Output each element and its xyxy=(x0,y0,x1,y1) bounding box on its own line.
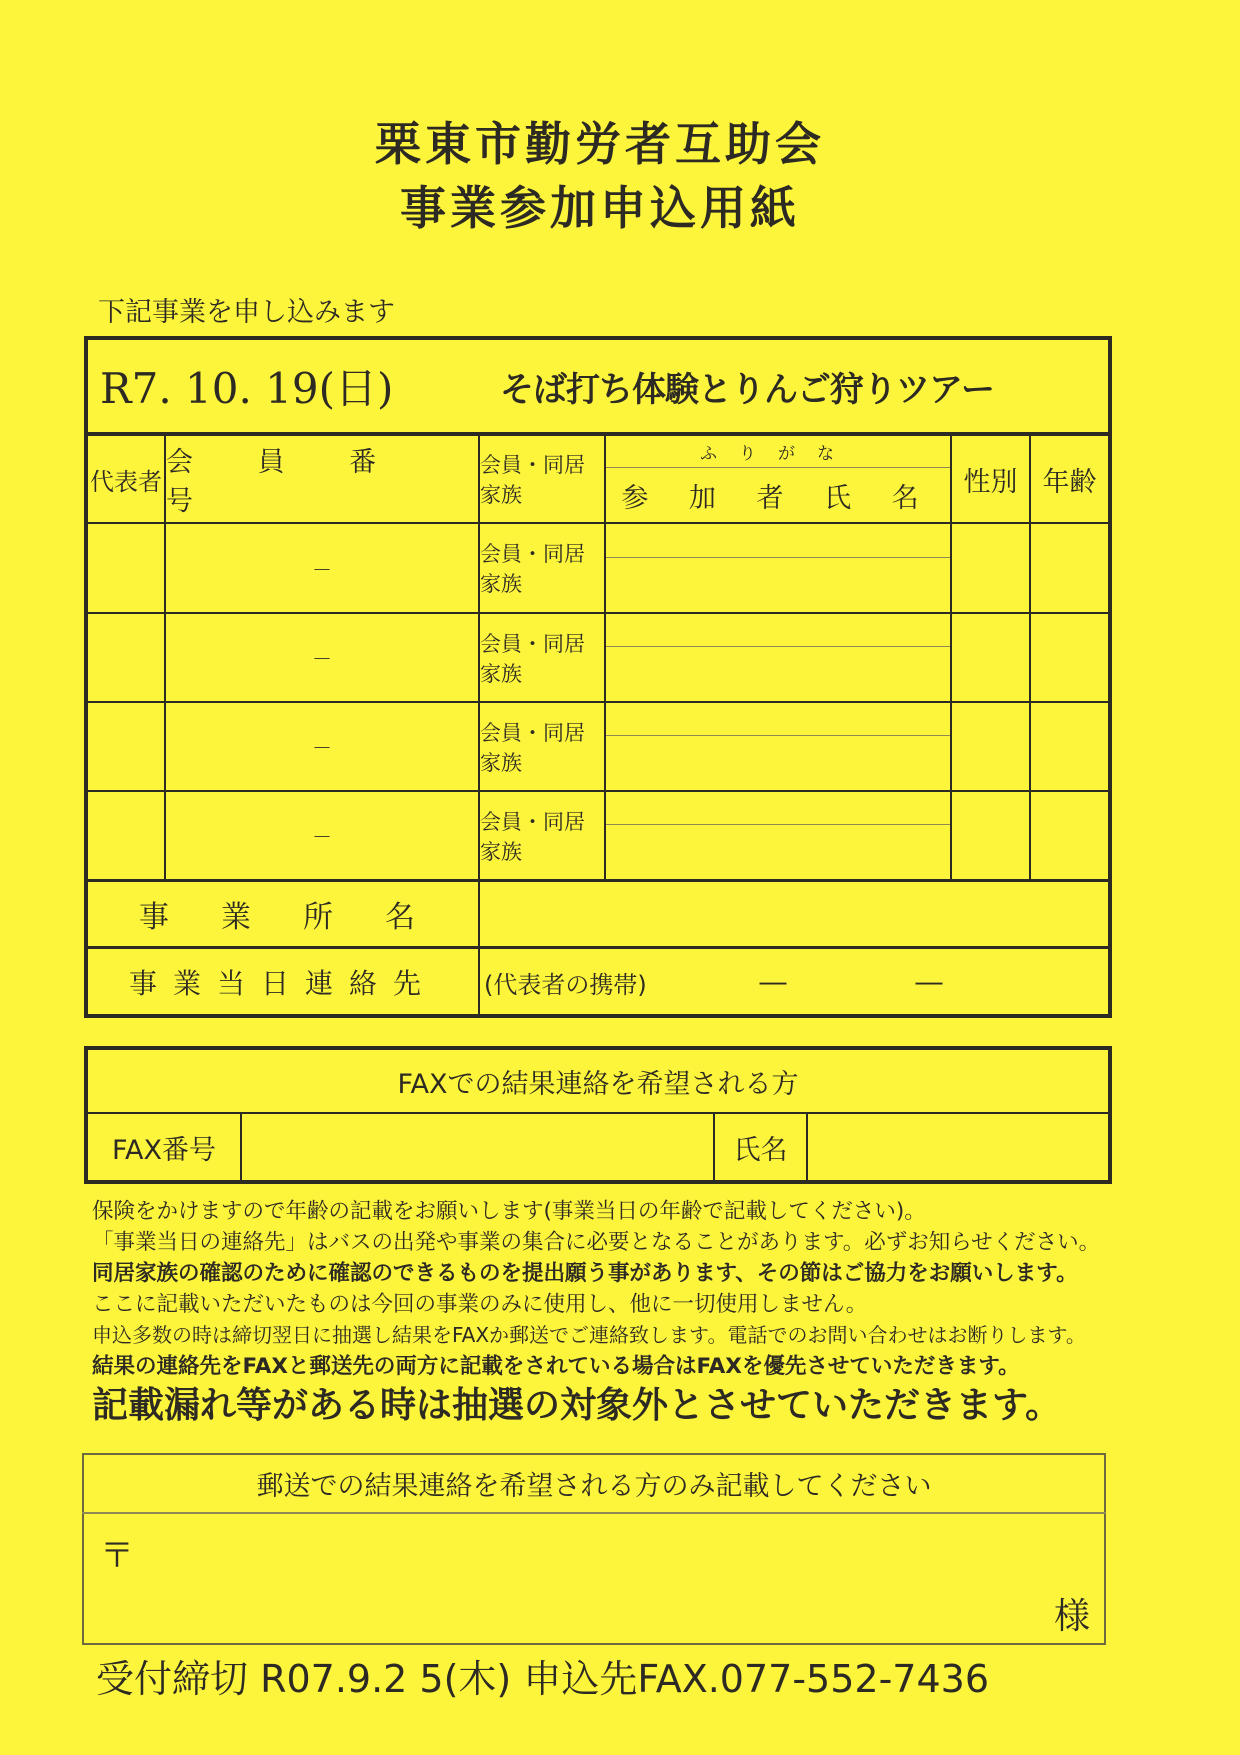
office-name-field[interactable] xyxy=(480,882,1108,946)
deadline-footer: 受付締切 R07.9.2 5(木) 申込先FAX.077-552-7436 xyxy=(96,1657,990,1701)
note-2: 「事業当日の連絡先」はバスの出発や事業の集合に必要となることがあります。必ずお知らせください。 xyxy=(92,1230,1101,1255)
office-name-label: 事業所名 xyxy=(139,900,467,935)
header-representative: 代表者 xyxy=(90,467,162,496)
row1-member-number-dash[interactable]: － xyxy=(312,557,332,582)
row4-member-number-dash[interactable]: － xyxy=(312,825,332,849)
event-name: そば打ち体験とりんご狩りツアー xyxy=(500,369,994,410)
fax-section-title: FAXでの結果連絡を希望される方 xyxy=(397,1068,799,1100)
row2-member-type[interactable]: 会員・同居家族 xyxy=(480,631,585,686)
fax-name-field[interactable] xyxy=(808,1114,1108,1180)
header-member-number: 会 員 番 号 xyxy=(166,447,405,517)
fax-name-label: 氏名 xyxy=(733,1134,788,1166)
note-4: ここに記載いただいたものは今回の事業のみに使用し、他に一切使用しません。 xyxy=(92,1292,868,1317)
contact-hint: (代表者の携帯) xyxy=(484,970,647,999)
notes xyxy=(92,1196,1152,1430)
fax-number-label: FAX番号 xyxy=(111,1134,217,1166)
row3-member-type[interactable]: 会員・同居家族 xyxy=(480,720,585,775)
note-6: 結果の連絡先をFAXと郵送先の両方に記載をされている場合はFAXを優先させていただきます。 xyxy=(92,1354,1020,1379)
header-gender: 性別 xyxy=(963,466,1018,498)
mail-section-title: 郵送での結果連絡を希望される方のみ記載してください xyxy=(256,1471,932,1502)
form-title: 事業参加申込用紙 xyxy=(400,181,800,235)
note-1: 保険をかけますので年齢の記載をお願いします(事業当日の年齢で記載してください)。 xyxy=(92,1199,926,1224)
header-furigana: ふりがな xyxy=(700,444,856,464)
row2-member-number-dash[interactable]: － xyxy=(312,647,332,671)
row1-member-type[interactable]: 会員・同居家族 xyxy=(480,542,585,596)
header-participant-name: 参 加 者 氏 名 xyxy=(621,482,935,514)
org-title: 栗東市勤労者互助会 xyxy=(375,117,825,171)
postal-mark: 〒 xyxy=(100,1536,134,1576)
honorific: 様 xyxy=(1054,1596,1091,1637)
row3-member-number-dash[interactable]: － xyxy=(312,736,332,760)
intro-text: 下記事業を申し込みます xyxy=(98,297,395,328)
header-age: 年齢 xyxy=(1042,466,1097,498)
header-member-type: 会員・同居家族 xyxy=(480,453,585,507)
row4-member-type[interactable]: 会員・同居家族 xyxy=(480,809,585,864)
fax-number-field[interactable] xyxy=(242,1114,713,1180)
note-7: 記載漏れ等がある時は抽選の対象外とさせていただきます。 xyxy=(92,1385,1062,1426)
contact-dash-2: ― xyxy=(915,966,943,998)
contact-dash-1: ― xyxy=(759,966,787,998)
address-field[interactable] xyxy=(140,1516,1040,1642)
event-date: R7. 10. 19(日) xyxy=(100,364,394,413)
contact-label: 事業当日連絡先 xyxy=(128,967,437,1000)
note-5: 申込多数の時は締切翌日に抽選し結果をFAXか郵送でご連絡致します。電話でのお問い合わせはお断りします。 xyxy=(92,1323,1086,1347)
note-3: 同居家族の確認のために確認のできるものを提出願う事があります、その節はご協力をお願いします。 xyxy=(92,1261,1078,1286)
